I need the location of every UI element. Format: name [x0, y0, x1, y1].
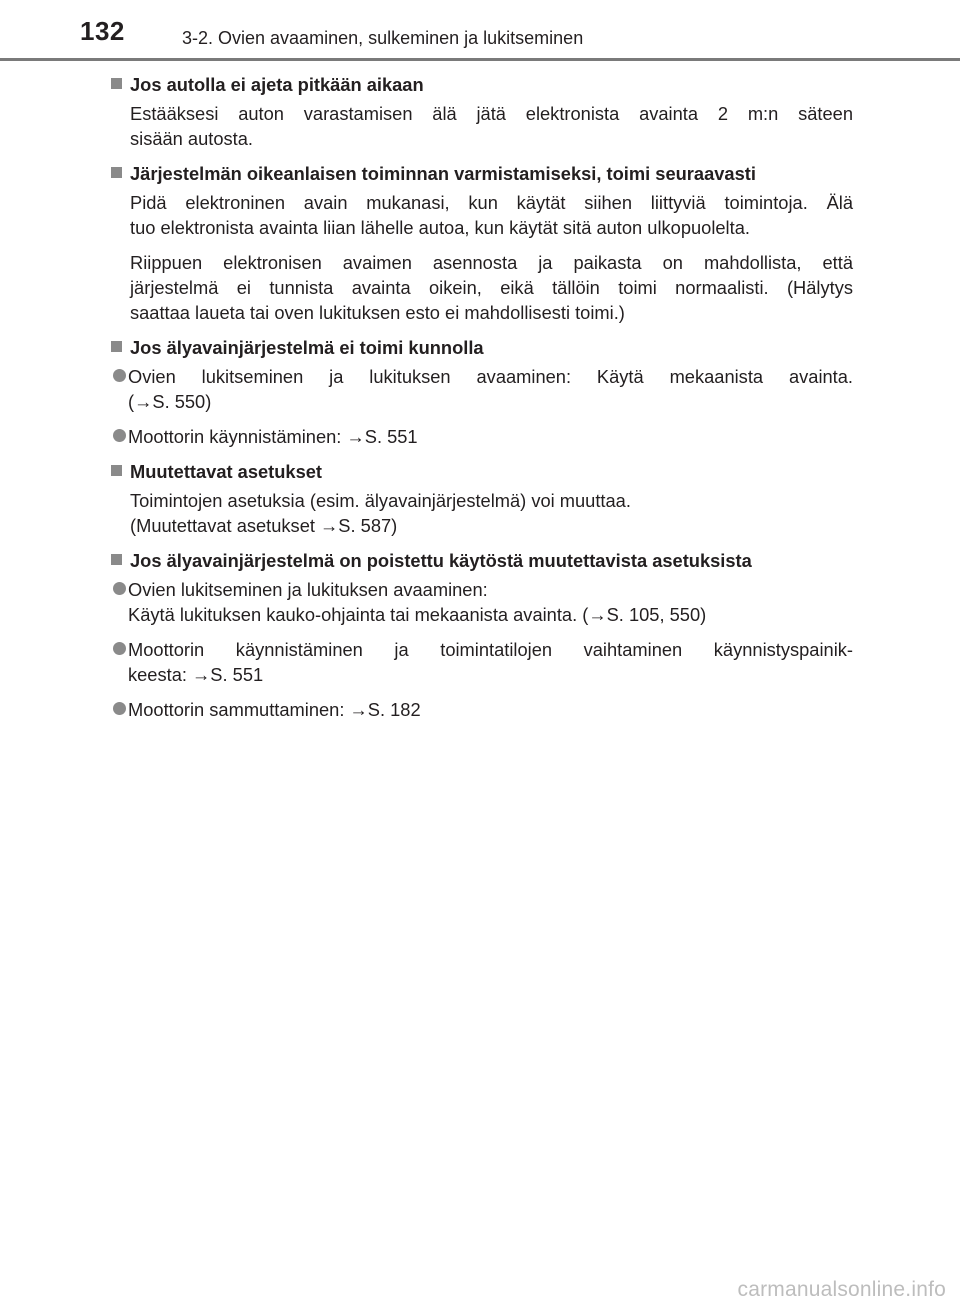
- text-line: keesta: →S. 551: [128, 664, 264, 685]
- text-line: (→S. 550): [128, 391, 212, 412]
- square-bullet-icon: [111, 554, 122, 565]
- section-heading: Jos älyavainjärjestelmä on poistettu käytöstä muutettavista asetuksista: [108, 548, 853, 573]
- list-item: [108, 364, 853, 414]
- text-line: Ovien lukitseminen ja lukituksen avaaminen:: [128, 579, 488, 600]
- text-line: Ovien lukitseminen ja lukituksen avaaminen: Käytä mekaanista avainta.: [128, 366, 853, 387]
- text-line: (Muutettavat asetukset →S. 587): [130, 515, 398, 536]
- square-bullet-icon: [111, 167, 122, 178]
- text-line: Moottorin sammuttaminen: →S. 182: [128, 699, 421, 720]
- square-bullet-icon: [111, 465, 122, 476]
- text-line: järjestelmä ei tunnista avainta oikein, eikä tällöin toimi normaalisti. (Hälytys: [130, 277, 853, 298]
- list-item: [108, 697, 853, 722]
- page-content: [108, 72, 853, 732]
- section-heading: Muutettavat asetukset: [108, 459, 853, 484]
- list-item: [108, 577, 853, 627]
- section-heading: Jos älyavainjärjestelmä ei toimi kunnolla: [108, 335, 853, 360]
- text-line: Riippuen elektronisen avaimen asennosta ja paikasta on mahdollista, että: [130, 252, 853, 273]
- text-line: Moottorin käynnistäminen: →S. 551: [128, 426, 418, 447]
- text-line: sisään autosta.: [130, 128, 253, 149]
- section-malfunction: [108, 335, 853, 449]
- text-line: Käytä lukituksen kauko-ohjainta tai mekaanista avainta. (→S. 105, 550): [128, 604, 707, 625]
- page-header: [0, 0, 960, 60]
- square-bullet-icon: [111, 78, 122, 89]
- paragraph: [130, 488, 853, 538]
- text-line: Pidä elektroninen avain mukanasi, kun käytät siihen liittyviä toimintoja. Älä: [130, 192, 853, 213]
- section-heading: Järjestelmän oikeanlaisen toiminnan varmistamiseksi, toimi seuraavasti: [108, 161, 853, 186]
- paragraph: [130, 101, 853, 151]
- section-system-disabled: [108, 548, 853, 722]
- square-bullet-icon: [111, 341, 122, 352]
- header-divider: [0, 58, 960, 61]
- text-line: Estääksesi auton varastamisen älä jätä elektronista avainta 2 m:n säteen: [130, 103, 853, 124]
- paragraph: [130, 250, 853, 325]
- circle-bullet-icon: [113, 642, 126, 655]
- text-line: Moottorin käynnistäminen ja toimintatilojen vaihtaminen käynnistyspainik-: [128, 639, 853, 660]
- list-item: [108, 637, 853, 687]
- circle-bullet-icon: [113, 582, 126, 595]
- paragraph: [130, 190, 853, 240]
- circle-bullet-icon: [113, 369, 126, 382]
- section-correct-operation: [108, 161, 853, 325]
- list-item: [108, 424, 853, 449]
- text-line: Toimintojen asetuksia (esim. älyavainjärjestelmä) voi muuttaa.: [130, 490, 631, 511]
- section-not-driving: [108, 72, 853, 151]
- circle-bullet-icon: [113, 702, 126, 715]
- section-customizable-settings: [108, 459, 853, 538]
- circle-bullet-icon: [113, 429, 126, 442]
- page-number: 132: [80, 16, 125, 46]
- text-line: tuo elektronista avainta liian lähelle autoa, kun käytät sitä auton ulkopuolelta.: [130, 217, 750, 238]
- text-line: saattaa laueta tai oven lukituksen esto ei mahdollisesti toimi.): [130, 302, 625, 323]
- watermark: carmanualsonline.info: [737, 1278, 946, 1301]
- section-title: 3-2. Ovien avaaminen, sulkeminen ja lukitseminen: [182, 28, 584, 48]
- section-heading: Jos autolla ei ajeta pitkään aikaan: [108, 72, 853, 97]
